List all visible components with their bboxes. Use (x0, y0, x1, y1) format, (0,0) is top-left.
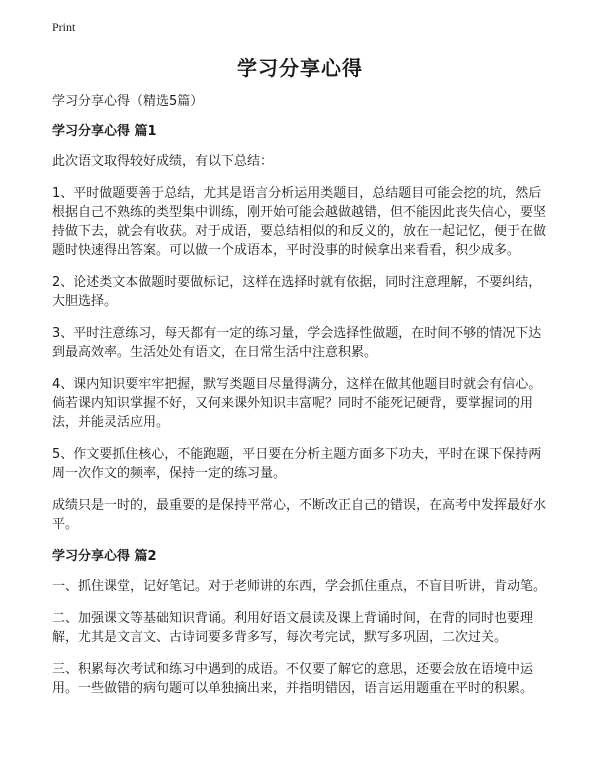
paragraph: 一、抓住课堂，记好笔记。对于老师讲的东西，学会抓住重点，不盲目听讲，肯动笔。 (52, 579, 547, 594)
paragraph: 1、平时做题要善于总结，尤其是语言分析运用类题目，总结题目可能会挖的坑，然后根据自己不熟练的类型集中训练，刚开始可能会越做越错，但不能因此丧失信心，要坚持做下去，就会有收获。对于成语，要总结相似的和反义的，放在一起记忆，便于在做题时快速得出答案。可以做一个成语本，平时没事的时候拿出来看看，积少成多。 (52, 186, 547, 258)
section-heading-2: 学习分享心得 篇2 (52, 549, 157, 564)
document-body (52, 92, 552, 711)
section-heading-1: 学习分享心得 篇1 (52, 124, 157, 139)
paragraph: 3、平时注意练习，每天都有一定的练习量，学会选择性做题，在时间不够的情况下达到最高效率。生活处处有语文，在日常生活中注意积累。 (52, 326, 542, 360)
paragraph: 2、论述类文本做题时要做标记，这样在选择时就有依据，同时注意理解，不要纠结，大胆选择。 (52, 275, 542, 309)
document-title: 学习分享心得 (237, 56, 363, 80)
paragraph: 此次语文取得较好成绩，有以下总结： (52, 154, 274, 169)
paragraph: 4、课内知识要牢牢把握，默写类题目尽量得满分，这样在做其他题目时就会有信心。倘若课内知识掌握不好，又何来课外知识丰富呢？同时不能死记硬背，要掌握词的用法，并能灵活应用。 (52, 377, 542, 430)
paragraph: 5、作文要抓住核心，不能跑题，平日要在分析主题方面多下功夫，平时在课下保持两周一次作文的频率，保持一定的练习量。 (52, 447, 542, 481)
print-link[interactable]: Print (52, 20, 76, 34)
paragraph: 三、积累每次考试和练习中遇到的成语。不仅要了解它的意思，还要会放在语境中运用。一些做错的病句题可以单独摘出来，并指明错因，语言运用题重在平时的积累。 (52, 662, 534, 696)
document-subtitle: 学习分享心得（精选5篇） (52, 94, 204, 109)
paragraph: 成绩只是一时的，最重要的是保持平常心，不断改正自己的错误，在高考中发挥最好水平。 (52, 498, 547, 532)
paragraph: 二、加强课文等基础知识背诵。利用好语文晨读及课上背诵时间，在背的同时也要理解，尤其是文言文、古诗词要多背多写，每次考完试，默写多巩固，二次过关。 (52, 611, 534, 645)
